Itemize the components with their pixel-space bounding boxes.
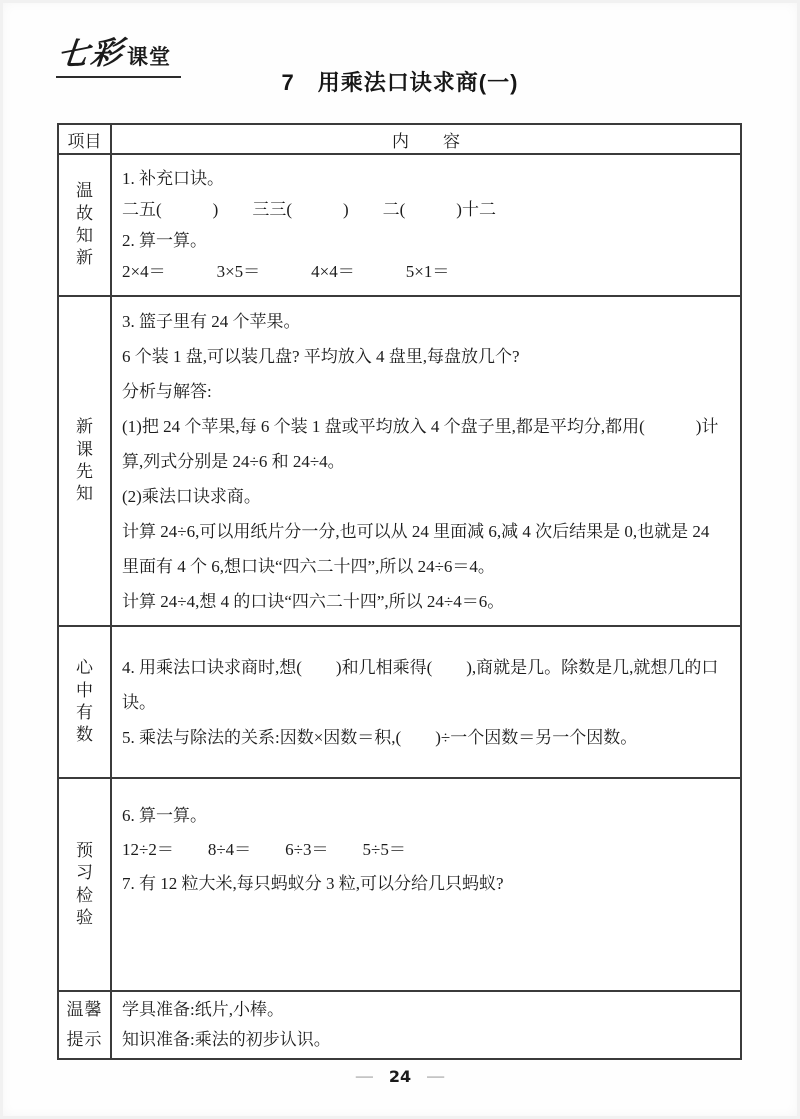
content-line: (1)把 24 个苹果,每 6 个装 1 盘或平均放入 4 个盘子里,都是平均分,都用( )计算,列式分别是 24÷6 和 24÷4。 [122, 416, 719, 471]
content-line: 1. 补充口诀。 [122, 169, 224, 188]
row-content [112, 297, 740, 625]
content-line: 4. 用乘法口诀求商时,想( )和几相乘得( ),商就是几。除数是几,就想几的口诀。 [122, 657, 719, 712]
content-line: 分析与解答: [122, 381, 212, 401]
row-content [112, 627, 740, 777]
content-line: 2×4＝ 3×5＝ 4×4＝ 5×1＝ [122, 262, 450, 281]
row-label [59, 992, 112, 1058]
content-line: 12÷2＝ 8÷4＝ 6÷3＝ 5÷5＝ [122, 840, 406, 859]
table-row [59, 777, 740, 990]
content-line: 5. 乘法与除法的关系:因数×因数＝积,( )÷一个因数＝另一个因数。 [122, 727, 638, 747]
row-label [59, 155, 112, 295]
content-line: 计算 24÷6,可以用纸片分一分,也可以从 24 里面减 6,减 4 次后结果是 0,也就是 24 里面有 4 个 6,想口诀“四六二十四”,所以 24÷6＝4。 [122, 521, 710, 576]
row-label-text: 心中有数 [76, 658, 93, 745]
content-line: 知识准备:乘法的初步认识。 [122, 1030, 331, 1049]
row-content [112, 779, 740, 990]
content-line: 二五( ) 三三( ) 二( )十二 [122, 200, 496, 219]
header-content-column: 内 容 [392, 131, 460, 151]
page-number: 24 [388, 1066, 412, 1086]
table-row [59, 153, 740, 295]
table-row [59, 625, 740, 777]
content-line: (2)乘法口诀求商。 [122, 486, 261, 506]
row-label [59, 779, 112, 990]
row-content [112, 992, 740, 1058]
footer-dash-left: — [355, 1066, 373, 1085]
table-row [59, 295, 740, 625]
worksheet-table [57, 123, 742, 1060]
table-row [59, 990, 740, 1058]
worksheet-rows [59, 153, 740, 1058]
row-label [59, 627, 112, 777]
brand-logo-script-text: 七彩 [55, 34, 126, 74]
row-content [112, 155, 740, 295]
brand-logo-suffix-text: 课堂 [127, 46, 171, 69]
content-line: 7. 有 12 粒大米,每只蚂蚁分 3 粒,可以分给几只蚂蚁? [122, 874, 504, 893]
row-label-text: 温故知新 [76, 181, 93, 268]
page-title: 7 用乘法口诀求商(一) [281, 70, 519, 95]
content-line: 6. 算一算。 [122, 806, 207, 825]
header-item-column: 项目 [59, 125, 112, 153]
content-line: 3. 篮子里有 24 个苹果。 [122, 311, 301, 331]
page-footer [0, 1066, 800, 1086]
content-line: 学具准备:纸片,小棒。 [122, 1000, 284, 1019]
table-header-row [59, 125, 740, 153]
row-label-text: 温馨提示 [66, 1000, 103, 1049]
content-line: 计算 24÷4,想 4 的口诀“四六二十四”,所以 24÷4＝6。 [122, 591, 505, 611]
content-line: 2. 算一算。 [122, 231, 207, 250]
content-line: 6 个装 1 盘,可以装几盘? 平均放入 4 盘里,每盘放几个? [122, 346, 520, 366]
row-label-text: 预习检验 [76, 840, 93, 927]
row-label [59, 297, 112, 625]
row-label-text: 新课先知 [76, 417, 93, 504]
footer-dash-right: — [427, 1066, 445, 1085]
